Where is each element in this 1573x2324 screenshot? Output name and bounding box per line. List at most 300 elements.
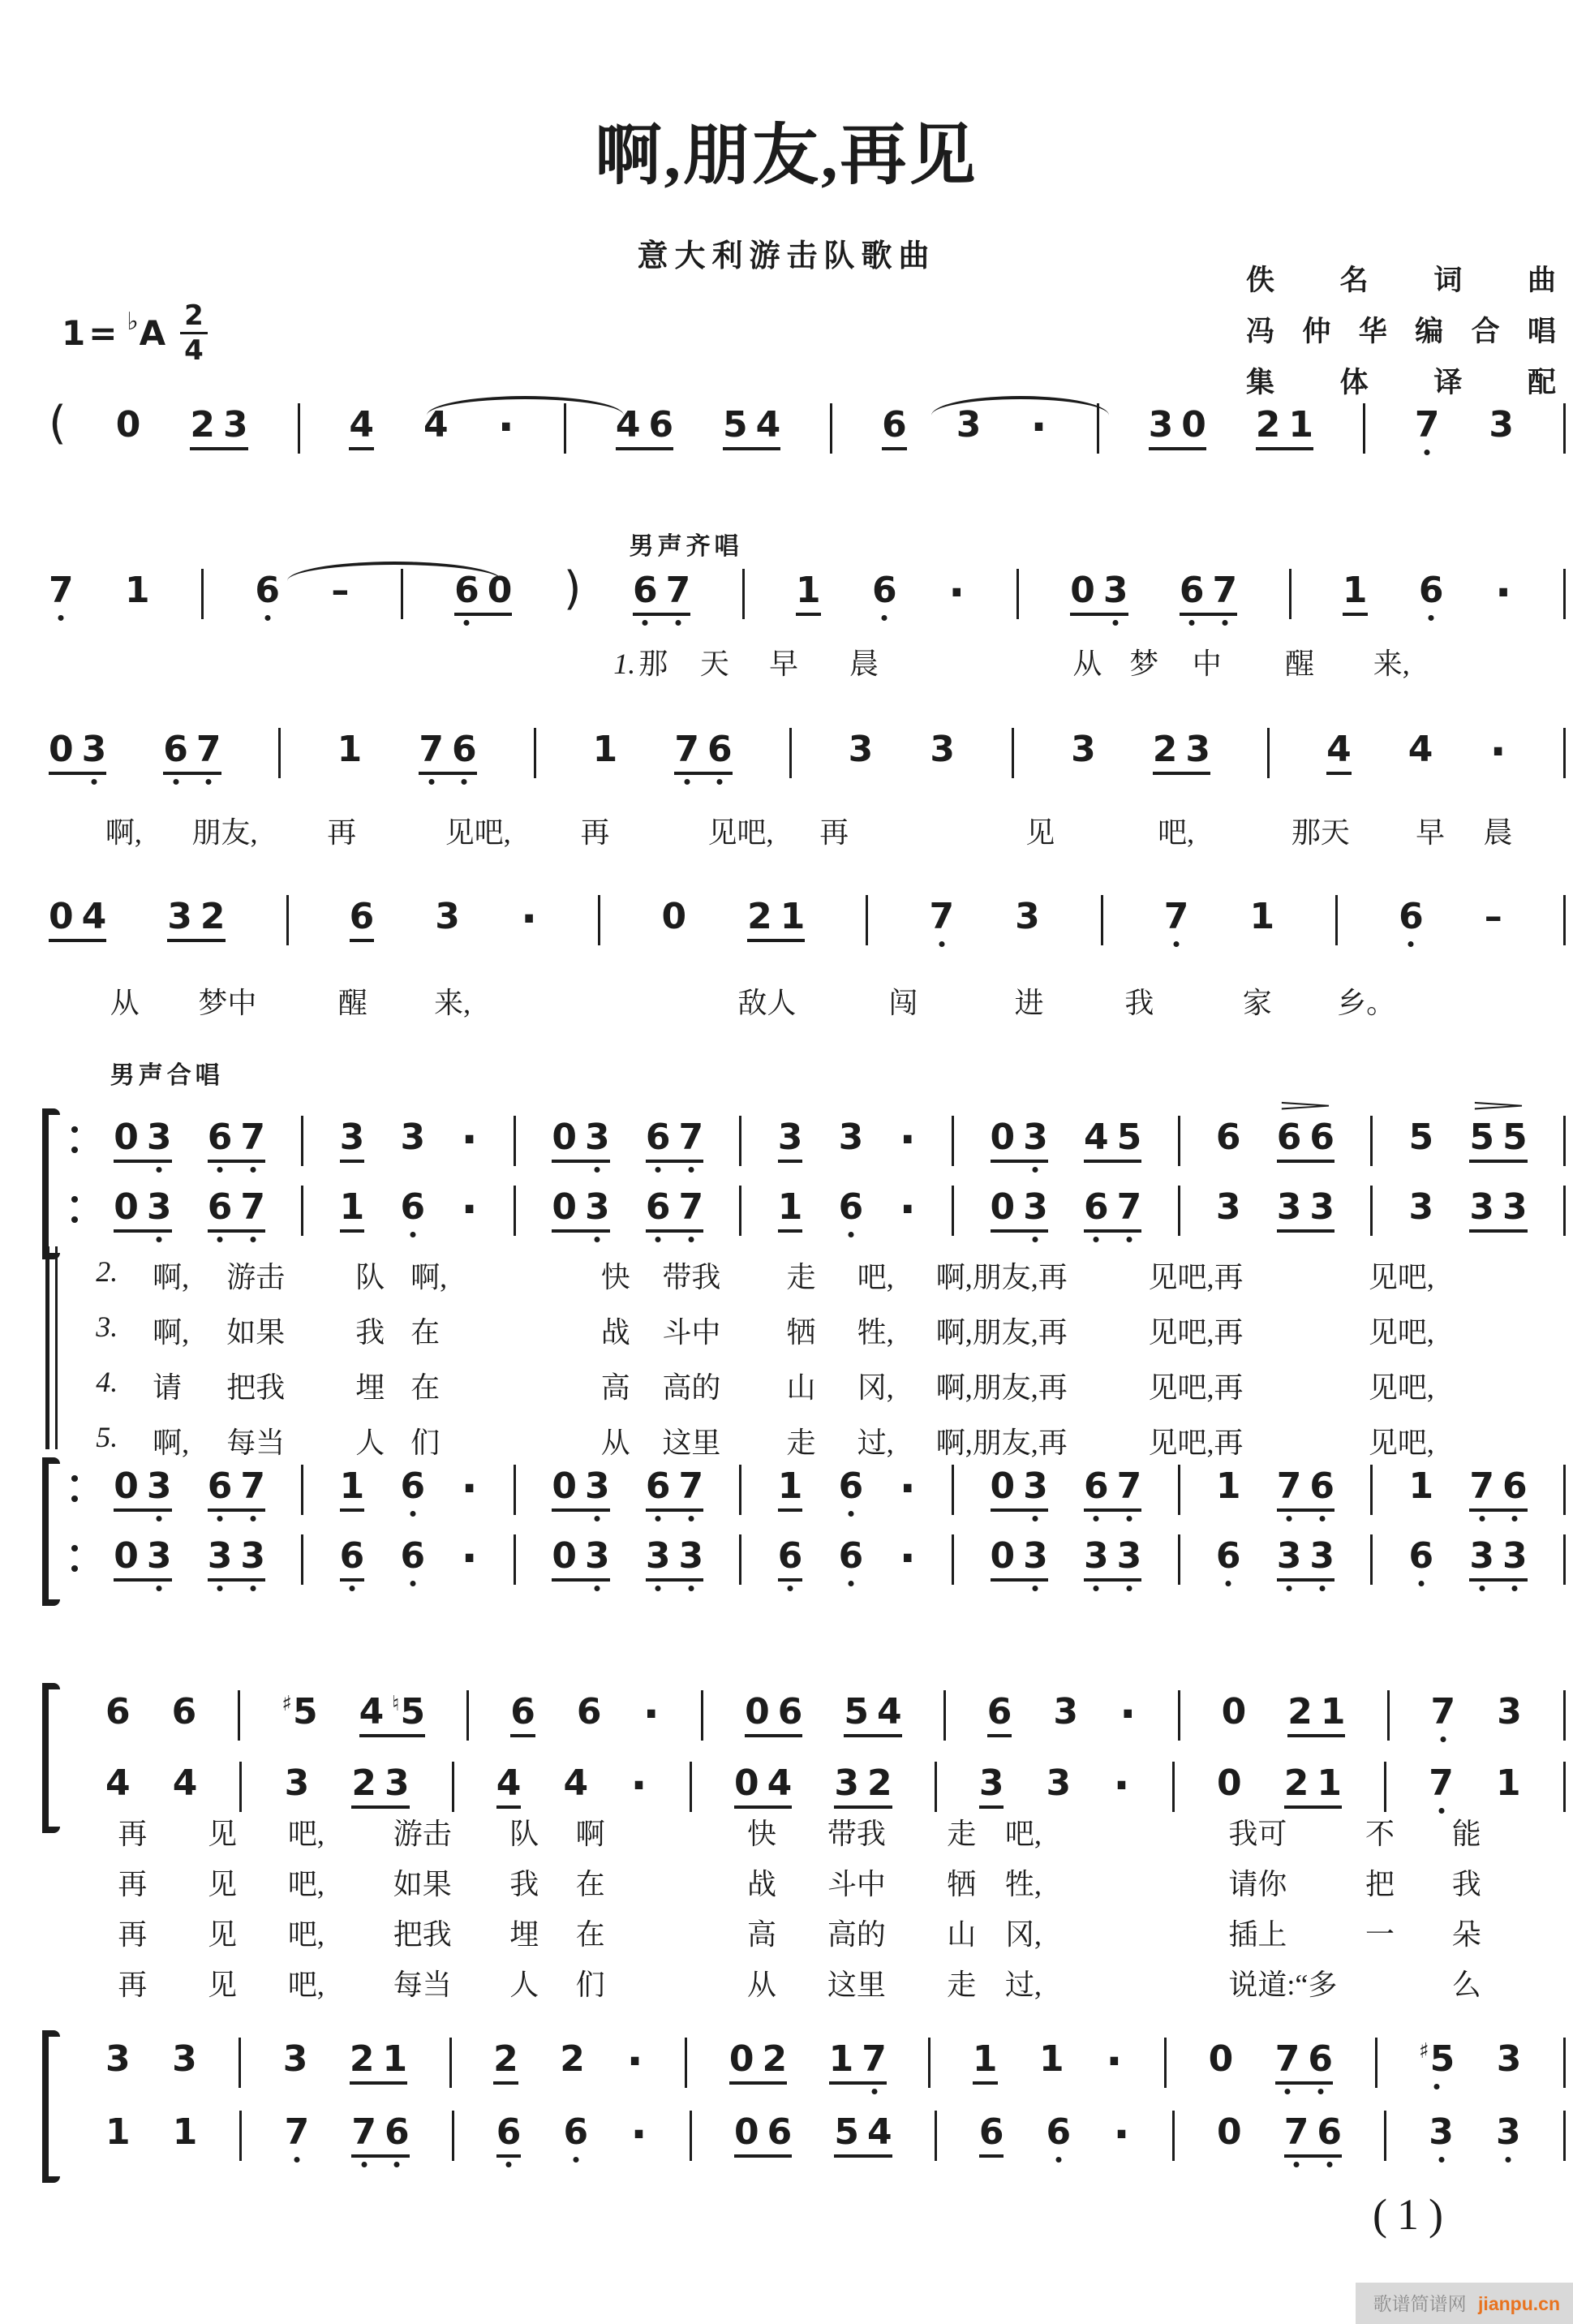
- note-group: [990, 1117, 1048, 1163]
- note: 5: [834, 2111, 859, 2153]
- accent-mark: >: [1274, 1098, 1338, 1114]
- credit-text: 冯: [1246, 316, 1275, 347]
- note: 0: [1221, 1691, 1247, 1732]
- note: 2: [349, 2038, 375, 2080]
- lyric-syllable: 人: [355, 1427, 385, 1459]
- note-digits: [632, 570, 691, 616]
- note: 0: [487, 570, 513, 611]
- note-digits: [1053, 1691, 1078, 1734]
- note: 0: [1070, 570, 1095, 611]
- lyric-syllable: 晨: [849, 648, 879, 680]
- note: 6: [1180, 573, 1205, 609]
- note: 1: [777, 1186, 803, 1228]
- lyric-syllable: 战: [600, 1316, 630, 1349]
- note: 6: [163, 732, 188, 768]
- note-digits: [1489, 404, 1515, 447]
- augmentation-dot: ·: [630, 2109, 647, 2160]
- barline: [301, 1186, 303, 1236]
- lyric-syllable: 我: [1451, 1868, 1481, 1900]
- note-digits: [552, 1186, 610, 1233]
- low-octave-dot: [1285, 2089, 1291, 2094]
- barline: [514, 1534, 516, 1585]
- note-group: [419, 729, 477, 775]
- augmentation-dot: ·: [899, 1533, 916, 1584]
- note-group: [114, 1535, 172, 1582]
- note-digits: [1418, 570, 1444, 613]
- note: 3: [1429, 2115, 1454, 2150]
- lyric-syllable: 游击: [393, 1818, 452, 1850]
- note-digits: [777, 1535, 803, 1582]
- page-number: (1): [1373, 2190, 1453, 2239]
- note-digits: [493, 2038, 518, 2085]
- note: 1: [972, 2038, 998, 2080]
- credit-text: 集: [1246, 367, 1275, 398]
- note: 1: [337, 729, 363, 770]
- note-group: [1015, 896, 1040, 939]
- lyric-syllable: 啊: [575, 1818, 605, 1850]
- barline: [685, 2038, 687, 2088]
- note-digits: [1399, 896, 1424, 939]
- note-group: [337, 729, 363, 772]
- note-group: [1408, 1465, 1434, 1508]
- note-group: [1249, 896, 1275, 939]
- note-digits: [848, 729, 874, 772]
- lyric-syllable: 再: [118, 1868, 148, 1900]
- note: 3: [167, 896, 192, 937]
- low-octave-dot: [1319, 1516, 1325, 1521]
- note-group: [1489, 404, 1515, 447]
- low-octave-dot: [250, 1586, 256, 1591]
- low-octave-dot: [1317, 2089, 1323, 2094]
- barline: [1178, 1465, 1180, 1515]
- low-octave-dot: [394, 2162, 400, 2167]
- note: 7: [240, 1190, 265, 1225]
- note-digits: [1084, 1535, 1142, 1582]
- note: 2: [200, 896, 226, 937]
- note-group: [1342, 570, 1368, 616]
- note-digits: [349, 404, 375, 450]
- lyric-syllable: 冈,: [857, 1371, 894, 1404]
- note-digits: [1408, 1535, 1434, 1578]
- note-digits: [1276, 1186, 1334, 1233]
- note-group: [1215, 1465, 1241, 1508]
- low-octave-dot: [349, 1586, 355, 1591]
- lyric-syllable: 走: [947, 1818, 977, 1850]
- note-group: [493, 2038, 518, 2085]
- note-group: [834, 1762, 892, 1809]
- lyric-syllable: 见: [207, 1868, 237, 1900]
- note-group: [105, 1691, 131, 1734]
- lyric-syllable: 把我: [393, 1918, 452, 1951]
- note-digits: [990, 1186, 1048, 1233]
- barline: [238, 1690, 240, 1741]
- note-digits: [1408, 1117, 1434, 1160]
- barline: [452, 2111, 454, 2161]
- barline: [1563, 2111, 1566, 2161]
- lyric-syllable: 牺: [947, 1868, 977, 1900]
- low-octave-dot: [1512, 1586, 1518, 1591]
- note-group: [1496, 2038, 1522, 2081]
- note: 3: [222, 404, 248, 445]
- verse-left-rule: [45, 1246, 58, 1449]
- lyric-syllable: 吧,: [287, 1868, 324, 1900]
- lyric-syllable: 请你: [1228, 1868, 1287, 1900]
- note-digits: [1084, 1117, 1142, 1163]
- note: 0: [1208, 2038, 1234, 2080]
- credit-text: 编: [1415, 316, 1444, 347]
- note-digits: [1208, 2038, 1234, 2081]
- note-group: [1497, 1691, 1522, 1734]
- augmentation-dot: ·: [899, 1114, 916, 1165]
- note-group: [1276, 1186, 1334, 1233]
- note-group: [871, 570, 897, 613]
- barline: [952, 1116, 954, 1166]
- low-octave-dot: [462, 779, 467, 785]
- note: 3: [339, 1117, 365, 1158]
- note-group: [674, 729, 733, 775]
- note-digits: [207, 1535, 266, 1582]
- low-octave-dot: [1033, 1167, 1038, 1173]
- note-digits: [172, 1762, 198, 1805]
- note-digits: [400, 1186, 426, 1229]
- lyric-syllable: 队: [509, 1818, 539, 1850]
- note-group: [632, 570, 691, 616]
- lyric-syllable: 我: [509, 1868, 539, 1900]
- note-digits: [49, 729, 107, 775]
- note-digits: [172, 2111, 198, 2154]
- note: 3: [1496, 2038, 1522, 2080]
- note-digits: [930, 729, 955, 772]
- barline: [1387, 1690, 1390, 1741]
- lyric-syllable: 在: [410, 1371, 441, 1404]
- barline: [1335, 895, 1338, 945]
- note: 3: [1103, 573, 1128, 609]
- note: 4: [563, 1762, 589, 1804]
- note-group: [1215, 1186, 1241, 1229]
- note: 3: [1117, 1539, 1142, 1574]
- note-group: [1469, 1535, 1528, 1582]
- lyric-syllable: 4.: [96, 1366, 118, 1398]
- note-group: [172, 2111, 198, 2154]
- lyric-syllable: 见吧,: [445, 816, 511, 849]
- augmentation-dot: ·: [1120, 1689, 1137, 1740]
- note: 4: [866, 2111, 892, 2153]
- note-digits: [871, 570, 897, 613]
- note: 3: [1023, 1539, 1048, 1574]
- note: 4: [359, 1691, 385, 1732]
- note: ♯5: [282, 1691, 318, 1732]
- note: 0: [114, 1465, 139, 1507]
- note-group: [1179, 570, 1238, 616]
- augmentation-dot: ·: [626, 2036, 643, 2087]
- note: 3: [1084, 1539, 1109, 1574]
- lyric-syllable: 过,: [1005, 1969, 1042, 2001]
- low-octave-dot: [506, 2162, 512, 2167]
- lyric-syllable: 如果: [226, 1316, 286, 1349]
- note-digits: [105, 1691, 131, 1734]
- note-group: [207, 1186, 266, 1233]
- barline: [1370, 1116, 1373, 1166]
- lyric-syllable: 吧,: [1158, 816, 1195, 849]
- lyric-syllable: 走: [786, 1261, 816, 1293]
- barline: [952, 1465, 954, 1515]
- lyric-syllable: 见: [1025, 816, 1055, 849]
- barline: [1563, 1762, 1566, 1812]
- note: 4: [1408, 729, 1433, 770]
- note-digits: [1469, 1186, 1528, 1233]
- note: 6: [1317, 2115, 1342, 2150]
- note-digits: [1429, 2111, 1454, 2154]
- lyric-syllable: 一: [1365, 1918, 1395, 1951]
- repeat-dots: [71, 1196, 78, 1223]
- low-octave-dot: [848, 1511, 853, 1517]
- lyric-syllable: 把我: [226, 1371, 286, 1404]
- note: 3: [1502, 1186, 1528, 1228]
- note: 6: [1084, 1469, 1109, 1504]
- lyric-syllable: 冈,: [1005, 1918, 1042, 1951]
- lyric-syllable: 朋友,: [191, 816, 258, 849]
- augmentation-dot: ·: [1494, 567, 1512, 618]
- note: 7: [1415, 407, 1440, 443]
- low-octave-dot: [428, 779, 434, 785]
- barline: [1375, 2038, 1377, 2088]
- augmentation-dot: ·: [1113, 2109, 1130, 2160]
- lyric-syllable: 斗中: [662, 1316, 721, 1349]
- parenthesis: ): [563, 562, 582, 615]
- repeat-dots: [71, 1126, 78, 1153]
- lyric-syllable: 早: [769, 648, 799, 680]
- note-digits: [986, 1691, 1012, 1737]
- note-group: [1053, 1691, 1078, 1734]
- barline: [278, 728, 281, 778]
- note-digits: [733, 1762, 793, 1809]
- lyric-line-verse-2: [0, 1255, 1573, 1295]
- key-prefix: 1: [62, 312, 86, 353]
- barline: [452, 1762, 454, 1812]
- note: 3: [956, 404, 982, 445]
- note: 6: [839, 1190, 864, 1225]
- note-group: [115, 404, 141, 447]
- note: 0: [114, 1117, 139, 1158]
- note-group: [576, 1691, 602, 1734]
- note-digits: [282, 2038, 308, 2081]
- augmentation-dot: ·: [1030, 402, 1047, 453]
- lyric-syllable: 再: [580, 816, 610, 849]
- note-digits: [284, 1762, 310, 1805]
- note: 3: [1408, 1186, 1434, 1228]
- barline: [1178, 1534, 1180, 1585]
- note-group: [349, 896, 375, 942]
- note-digits: [114, 1465, 172, 1512]
- note-group: [1429, 2111, 1454, 2154]
- note: 6: [255, 573, 280, 609]
- lyric-syllable: 把: [1365, 1868, 1395, 1900]
- note: 0: [661, 896, 687, 937]
- note-digits: [978, 1762, 1004, 1809]
- note-digits: [838, 1535, 864, 1578]
- note-group: [1418, 570, 1444, 613]
- note: 3: [1502, 1539, 1528, 1574]
- note-group: [645, 1186, 704, 1233]
- barline: [1563, 1465, 1566, 1515]
- lyric-syllable: 在: [410, 1316, 441, 1349]
- note-group: [723, 404, 781, 450]
- note-digits: [661, 896, 687, 939]
- lyric-syllable: 从: [110, 987, 140, 1019]
- note-digits: [1276, 1117, 1334, 1163]
- note: 3: [679, 1539, 704, 1574]
- note: 3: [435, 896, 460, 937]
- note-group: [339, 1535, 365, 1582]
- music-line-chorus-a1: [71, 1098, 1566, 1183]
- lyric-syllable: 天: [699, 648, 729, 680]
- lyric-syllable: 再: [118, 1969, 148, 2001]
- low-octave-dot: [1506, 2157, 1511, 2163]
- tie-arc: [427, 396, 624, 415]
- note-group: [838, 1535, 864, 1578]
- note: 7: [666, 573, 691, 609]
- barline: [739, 1534, 741, 1585]
- barline: [952, 1534, 954, 1585]
- barline: [301, 1465, 303, 1515]
- barline: [1164, 2038, 1167, 2088]
- note: 4: [172, 1762, 198, 1804]
- note-group: [400, 1117, 426, 1160]
- augmentation-dot: ·: [630, 1760, 647, 1811]
- augmentation-dot: ·: [520, 893, 538, 945]
- barline: [1563, 728, 1566, 778]
- note: 5: [1469, 1117, 1494, 1158]
- lyric-syllable: 啊,朋友,再: [935, 1427, 1068, 1459]
- note: 1: [172, 2111, 198, 2153]
- note: 3: [1469, 1186, 1494, 1228]
- note-group: [1495, 2111, 1521, 2154]
- note-group: [1408, 729, 1433, 772]
- note-digits: [105, 2038, 131, 2081]
- lyric-syllable: 再: [118, 1918, 148, 1951]
- barline: [1563, 2038, 1566, 2088]
- note: 7: [1431, 1694, 1456, 1730]
- note-group: [1208, 2038, 1234, 2081]
- note-group: [844, 1691, 902, 1737]
- note-group: [190, 404, 248, 450]
- note: 4: [423, 404, 449, 445]
- barline: [1370, 1465, 1373, 1515]
- note: 6: [1047, 2115, 1072, 2150]
- lyric-syllable: 家: [1242, 987, 1272, 1019]
- note: 3: [1489, 404, 1515, 445]
- note-group: [645, 1117, 704, 1163]
- low-octave-dot: [250, 1237, 256, 1242]
- note-group: [1430, 1691, 1456, 1734]
- note-digits: [1015, 896, 1040, 939]
- low-octave-dot: [1429, 615, 1434, 621]
- lyric-syllable: 见吧,: [1368, 1261, 1434, 1293]
- note: 1: [1288, 404, 1314, 445]
- note: 2: [493, 2038, 518, 2080]
- low-octave-dot: [157, 1586, 162, 1591]
- barline: [866, 895, 868, 945]
- credit-text: 仲: [1302, 316, 1331, 347]
- note-group: [745, 1691, 803, 1737]
- note-digits: [339, 1186, 365, 1233]
- music-line-chorus-c1: [105, 1689, 1566, 1758]
- low-octave-dot: [1408, 941, 1414, 947]
- note-digits: [1163, 896, 1189, 939]
- note: 3: [208, 1539, 233, 1574]
- note: 4: [877, 1691, 902, 1732]
- lyric-syllable: 朵: [1451, 1918, 1481, 1951]
- lyric-syllable: 见吧,: [1368, 1371, 1434, 1404]
- note: 0: [114, 1535, 139, 1577]
- lyric-line-tail-5: [0, 1962, 1573, 2003]
- lyric-syllable: 吧,: [287, 1818, 324, 1850]
- note: 7: [285, 2115, 310, 2150]
- note-digits: [510, 1691, 535, 1737]
- note: 6: [1084, 1190, 1109, 1225]
- note: 4: [496, 1762, 522, 1804]
- low-octave-dot: [655, 1167, 661, 1173]
- note-group: [1163, 896, 1189, 939]
- watermark-site-link[interactable]: jianpu.cn: [1478, 2293, 1560, 2314]
- note: 3: [400, 1117, 426, 1158]
- note: 6: [778, 1539, 803, 1574]
- note-digits: [552, 1117, 610, 1163]
- lyric-syllable: 啊,: [105, 816, 142, 849]
- note-group: [1469, 1186, 1528, 1233]
- note: 0: [552, 1535, 578, 1577]
- note: 6: [1216, 1539, 1241, 1574]
- note-digits: [282, 1691, 318, 1734]
- low-octave-dot: [655, 1237, 661, 1242]
- system-bracket-2: [42, 1461, 62, 1603]
- note: 1: [777, 1465, 803, 1507]
- note: 4: [81, 896, 107, 937]
- note: 6: [510, 1691, 535, 1732]
- note-digits: [400, 1117, 426, 1160]
- note-group: [990, 1186, 1048, 1233]
- note: 3: [282, 2038, 308, 2080]
- key-signature: [62, 299, 208, 367]
- low-octave-dot: [1033, 1516, 1038, 1521]
- lyric-syllable: 乡。: [1337, 987, 1396, 1019]
- lyric-syllable: 见吧,: [1368, 1316, 1434, 1349]
- augmentation-dot: ·: [461, 1114, 478, 1165]
- note: 3: [147, 1190, 172, 1225]
- note-group: [1221, 1691, 1247, 1734]
- note: 1: [1408, 1465, 1434, 1507]
- parenthesis: (: [49, 397, 67, 450]
- barline: [690, 1762, 692, 1812]
- note-group: [1408, 1535, 1434, 1578]
- note-digits: [114, 1117, 172, 1163]
- low-octave-dot: [410, 1581, 415, 1586]
- lyric-line-tail-3: [0, 1861, 1573, 1902]
- music-line-chorus-d1: [105, 2036, 1566, 2105]
- low-octave-dot: [717, 779, 723, 785]
- note-digits: [1046, 1762, 1072, 1805]
- note: 3: [1023, 1190, 1048, 1225]
- note: 6: [978, 2111, 1004, 2153]
- note-group: [1399, 896, 1424, 939]
- note-digits: [1221, 1691, 1247, 1734]
- note-digits: [1497, 1691, 1522, 1734]
- note-group: [207, 1465, 266, 1512]
- low-octave-dot: [294, 2157, 299, 2163]
- note-digits: [496, 1762, 522, 1809]
- low-octave-dot: [91, 779, 97, 785]
- note: 3: [1071, 729, 1096, 770]
